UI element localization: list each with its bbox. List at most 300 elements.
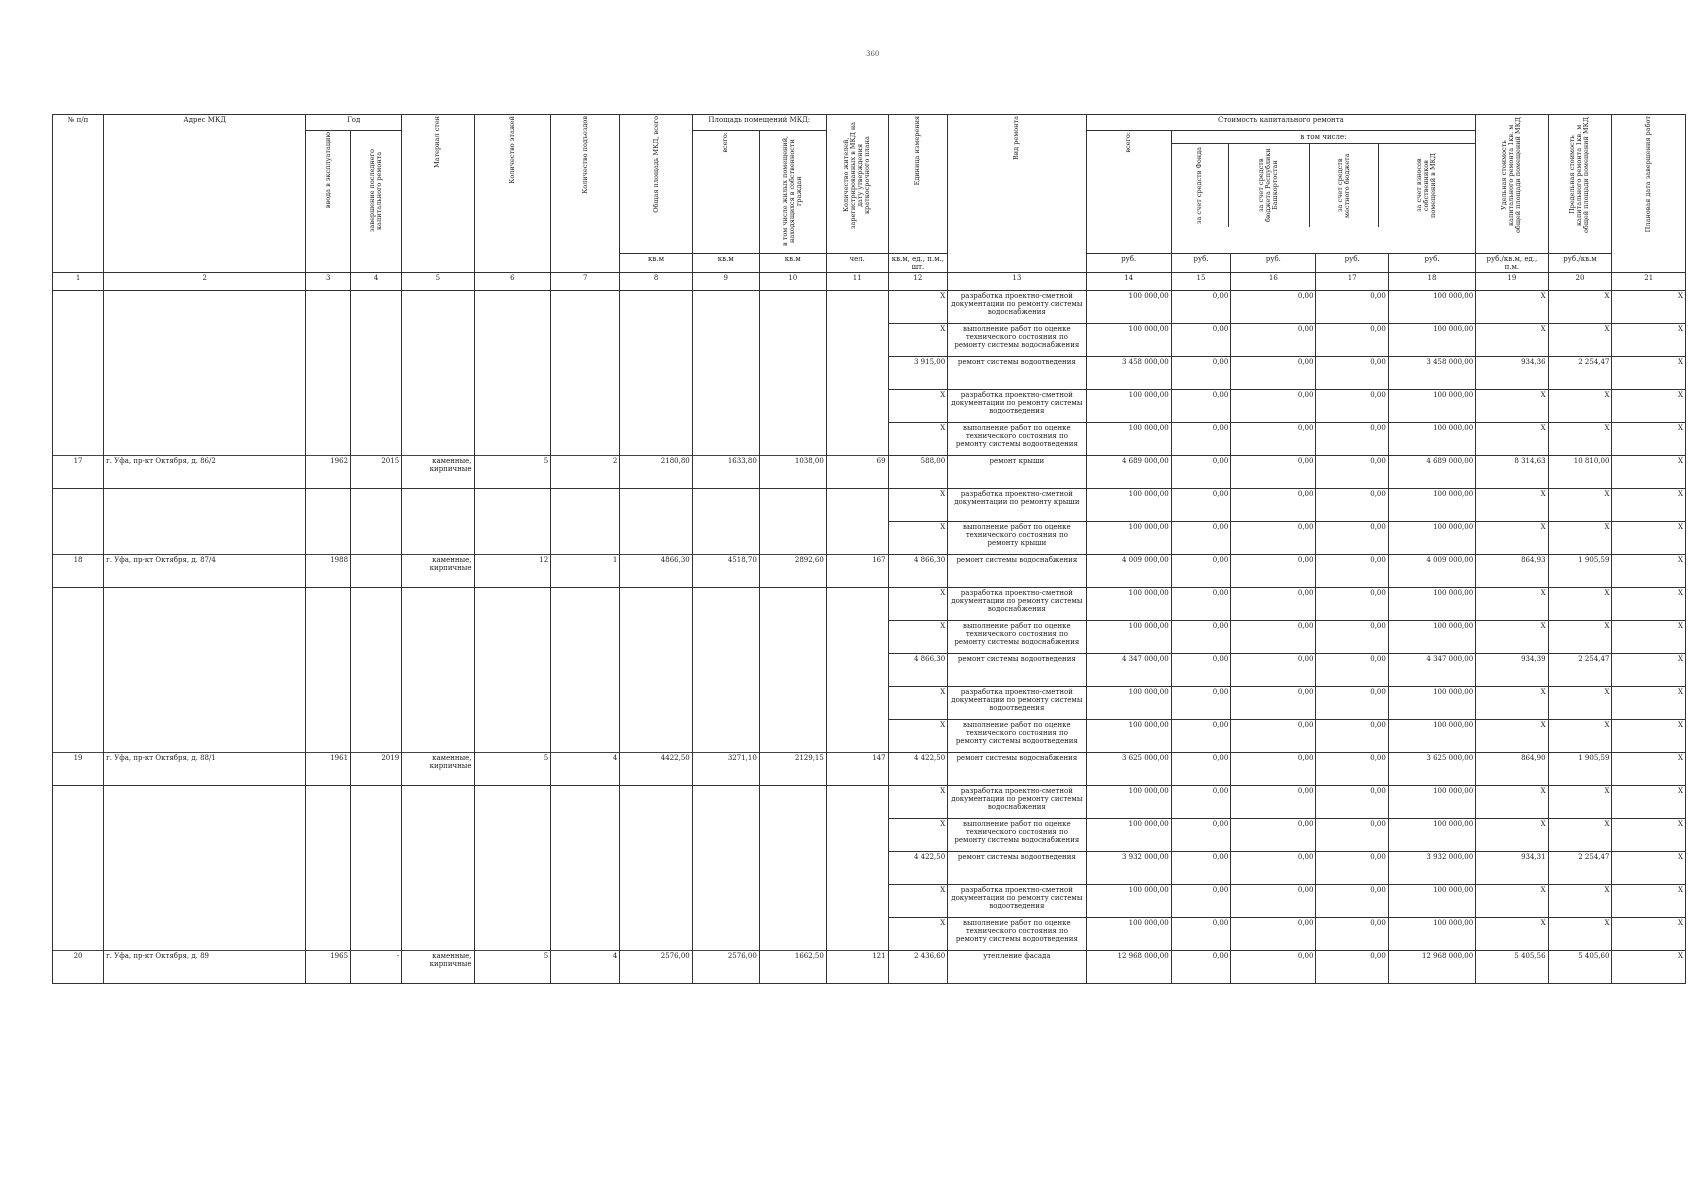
work-type: разработка проектно-сметной документации по ремонту системы водоотведения <box>948 687 1086 720</box>
column-number: 19 <box>1476 273 1548 291</box>
cost-local-budget: 0,00 <box>1316 720 1388 753</box>
cost-fund: 0,00 <box>1171 357 1231 390</box>
column-number: 8 <box>620 273 692 291</box>
last-repair-year <box>351 324 402 357</box>
cost-local-budget: 0,00 <box>1316 687 1388 720</box>
quantity: Х <box>888 885 948 918</box>
planned-date: Х <box>1612 918 1686 951</box>
table-row <box>53 621 1686 654</box>
cost-total: 100 000,00 <box>1086 390 1171 423</box>
header-fund: за счет средств Фонда <box>1172 144 1229 227</box>
unit-18: руб. <box>1388 254 1475 273</box>
work-type: ремонт системы водоотведения <box>948 357 1086 390</box>
premises-area: 3271,10 <box>692 753 759 786</box>
residents: 121 <box>826 951 888 984</box>
work-type: выполнение работ по оценке технического состояния по ремонту системы водоотведения <box>948 423 1086 456</box>
total-area <box>620 687 692 720</box>
wall-material: каменные, кирпичные <box>402 555 474 588</box>
specific-cost: 934,36 <box>1476 357 1548 390</box>
repair-plan-table <box>52 114 1686 984</box>
total-area <box>620 324 692 357</box>
wall-material <box>402 621 474 654</box>
cost-rb-budget: 0,00 <box>1231 324 1316 357</box>
entrances <box>551 852 620 885</box>
address-cell: г. Уфа, пр-кт Октября, д. 89 <box>104 951 306 984</box>
column-number-row <box>53 273 1686 291</box>
table-row <box>53 753 1686 786</box>
premises-area <box>692 852 759 885</box>
cost-local-budget: 0,00 <box>1316 324 1388 357</box>
specific-cost: 5 405,56 <box>1476 951 1548 984</box>
owned-area: 2892,60 <box>759 555 826 588</box>
commission-year: 1961 <box>306 753 351 786</box>
floors: 5 <box>474 456 551 489</box>
premises-area <box>692 357 759 390</box>
cost-total: 100 000,00 <box>1086 489 1171 522</box>
cost-local-budget: 0,00 <box>1316 786 1388 819</box>
commission-year <box>306 621 351 654</box>
entrances <box>551 291 620 324</box>
residents <box>826 357 888 390</box>
cost-rb-budget: 0,00 <box>1231 654 1316 687</box>
planned-date: Х <box>1612 687 1686 720</box>
residents <box>826 852 888 885</box>
cost-fund: 0,00 <box>1171 786 1231 819</box>
cost-fund: 0,00 <box>1171 324 1231 357</box>
quantity: 2 436,60 <box>888 951 948 984</box>
quantity: 4 422,50 <box>888 753 948 786</box>
cost-rb-budget: 0,00 <box>1231 588 1316 621</box>
cost-local-budget: 0,00 <box>1316 852 1388 885</box>
cost-local-budget: 0,00 <box>1316 588 1388 621</box>
cost-fund: 0,00 <box>1171 720 1231 753</box>
cost-rb-budget: 0,00 <box>1231 291 1316 324</box>
cost-rb-budget: 0,00 <box>1231 489 1316 522</box>
row-number <box>53 885 104 918</box>
unit-17: руб. <box>1316 254 1388 273</box>
premises-area <box>692 654 759 687</box>
last-repair-year <box>351 588 402 621</box>
cost-owners: 4 009 000,00 <box>1388 555 1475 588</box>
owned-area <box>759 819 826 852</box>
owned-area <box>759 786 826 819</box>
total-area <box>620 291 692 324</box>
column-number: 11 <box>826 273 888 291</box>
cost-rb-budget: 0,00 <box>1231 918 1316 951</box>
column-number: 9 <box>692 273 759 291</box>
cost-local-budget: 0,00 <box>1316 357 1388 390</box>
address-cell <box>104 621 306 654</box>
entrances <box>551 423 620 456</box>
unit-10: кв.м <box>759 254 826 273</box>
cost-rb-budget: 0,00 <box>1231 720 1316 753</box>
cost-rb-budget: 0,00 <box>1231 423 1316 456</box>
premises-area: 2576,00 <box>692 951 759 984</box>
work-type: разработка проектно-сметной документации по ремонту системы водоотведения <box>948 885 1086 918</box>
total-area <box>620 720 692 753</box>
table-row <box>53 588 1686 621</box>
cost-owners: 100 000,00 <box>1388 390 1475 423</box>
specific-cost: 934,39 <box>1476 654 1548 687</box>
specific-cost: Х <box>1476 687 1548 720</box>
max-cost: Х <box>1548 390 1612 423</box>
floors <box>474 918 551 951</box>
cost-total: 100 000,00 <box>1086 621 1171 654</box>
planned-date: Х <box>1612 819 1686 852</box>
cost-total: 3 458 000,00 <box>1086 357 1171 390</box>
cost-total: 100 000,00 <box>1086 291 1171 324</box>
cost-total: 100 000,00 <box>1086 918 1171 951</box>
owned-area <box>759 357 826 390</box>
last-repair-year <box>351 786 402 819</box>
table-row <box>53 885 1686 918</box>
commission-year <box>306 852 351 885</box>
column-number: 6 <box>474 273 551 291</box>
specific-cost: 8 314,63 <box>1476 456 1548 489</box>
entrances <box>551 621 620 654</box>
wall-material: каменные, кирпичные <box>402 753 474 786</box>
total-area <box>620 621 692 654</box>
table-row <box>53 456 1686 489</box>
cost-total: 4 009 000,00 <box>1086 555 1171 588</box>
total-area: 2180,80 <box>620 456 692 489</box>
quantity: Х <box>888 621 948 654</box>
wall-material <box>402 588 474 621</box>
quantity: Х <box>888 489 948 522</box>
cost-total: 4 347 000,00 <box>1086 654 1171 687</box>
cost-fund: 0,00 <box>1171 687 1231 720</box>
table-row <box>53 555 1686 588</box>
address-cell <box>104 291 306 324</box>
cost-total: 3 625 000,00 <box>1086 753 1171 786</box>
specific-cost: Х <box>1476 522 1548 555</box>
owned-area <box>759 918 826 951</box>
cost-total: 100 000,00 <box>1086 786 1171 819</box>
address-cell <box>104 390 306 423</box>
table-row <box>53 654 1686 687</box>
address-cell <box>104 489 306 522</box>
work-type: разработка проектно-сметной документации по ремонту системы водоснабжения <box>948 588 1086 621</box>
residents: 69 <box>826 456 888 489</box>
floors <box>474 786 551 819</box>
total-area <box>620 918 692 951</box>
cost-local-budget: 0,00 <box>1316 753 1388 786</box>
max-cost: Х <box>1548 819 1612 852</box>
row-number <box>53 819 104 852</box>
last-repair-year <box>351 423 402 456</box>
total-area <box>620 819 692 852</box>
address-cell <box>104 357 306 390</box>
specific-cost: Х <box>1476 621 1548 654</box>
floors <box>474 588 551 621</box>
owned-area <box>759 291 826 324</box>
unit-11: чел. <box>826 254 888 273</box>
total-area <box>620 357 692 390</box>
work-type: ремонт системы водоотведения <box>948 654 1086 687</box>
cost-rb-budget: 0,00 <box>1231 885 1316 918</box>
address-cell <box>104 324 306 357</box>
address-cell <box>104 918 306 951</box>
max-cost: Х <box>1548 720 1612 753</box>
cost-owners: 100 000,00 <box>1388 687 1475 720</box>
header-unit: Единица измерения <box>888 115 948 254</box>
commission-year: 1988 <box>306 555 351 588</box>
planned-date: Х <box>1612 720 1686 753</box>
unit-19: руб./кв.м, ед., п.м. <box>1476 254 1548 273</box>
planned-date: Х <box>1612 291 1686 324</box>
floors <box>474 885 551 918</box>
quantity: Х <box>888 423 948 456</box>
work-type: ремонт системы водоснабжения <box>948 555 1086 588</box>
cost-fund: 0,00 <box>1171 951 1231 984</box>
quantity: Х <box>888 819 948 852</box>
entrances <box>551 885 620 918</box>
owned-area <box>759 720 826 753</box>
last-repair-year <box>351 621 402 654</box>
cost-fund: 0,00 <box>1171 819 1231 852</box>
planned-date: Х <box>1612 852 1686 885</box>
last-repair-year <box>351 720 402 753</box>
table-row <box>53 687 1686 720</box>
max-cost: 2 254,47 <box>1548 357 1612 390</box>
cost-fund: 0,00 <box>1171 390 1231 423</box>
last-repair-year <box>351 819 402 852</box>
cost-owners: 100 000,00 <box>1388 918 1475 951</box>
planned-date: Х <box>1612 588 1686 621</box>
row-number <box>53 324 104 357</box>
header-specific-cost: Удельная стоимость капитального ремонта 1кв. м общей площади помещений МКД <box>1476 115 1548 254</box>
entrances <box>551 918 620 951</box>
residents <box>826 786 888 819</box>
owned-area <box>759 324 826 357</box>
planned-date: Х <box>1612 951 1686 984</box>
row-number <box>53 588 104 621</box>
total-area <box>620 786 692 819</box>
last-repair-year: 2019 <box>351 753 402 786</box>
commission-year <box>306 687 351 720</box>
total-area <box>620 588 692 621</box>
column-number: 12 <box>888 273 948 291</box>
cost-rb-budget: 0,00 <box>1231 852 1316 885</box>
floors <box>474 423 551 456</box>
cost-owners: 100 000,00 <box>1388 489 1475 522</box>
total-area: 2576,00 <box>620 951 692 984</box>
owned-area <box>759 654 826 687</box>
entrances: 4 <box>551 753 620 786</box>
header-wall-material: Материал стен <box>402 115 474 273</box>
table-row <box>53 720 1686 753</box>
header-work-type: Вид ремонта <box>948 115 1086 273</box>
work-type: выполнение работ по оценке технического состояния по ремонту системы водоотведения <box>948 720 1086 753</box>
residents <box>826 390 888 423</box>
owned-area <box>759 522 826 555</box>
commission-year <box>306 522 351 555</box>
cost-fund: 0,00 <box>1171 291 1231 324</box>
residents: 167 <box>826 555 888 588</box>
cost-total: 100 000,00 <box>1086 522 1171 555</box>
residents <box>826 720 888 753</box>
work-type: выполнение работ по оценке технического состояния по ремонту крыши <box>948 522 1086 555</box>
premises-area <box>692 621 759 654</box>
header-including: в том числе: <box>1172 131 1475 144</box>
commission-year: 1965 <box>306 951 351 984</box>
column-number: 21 <box>1612 273 1686 291</box>
work-type: ремонт системы водоотведения <box>948 852 1086 885</box>
max-cost: Х <box>1548 885 1612 918</box>
row-number <box>53 357 104 390</box>
header-year: Год <box>306 115 402 131</box>
column-number: 17 <box>1316 273 1388 291</box>
quantity: Х <box>888 918 948 951</box>
wall-material <box>402 522 474 555</box>
table-row <box>53 852 1686 885</box>
cost-fund: 0,00 <box>1171 918 1231 951</box>
last-repair-year <box>351 852 402 885</box>
floors <box>474 390 551 423</box>
header-address: Адрес МКД <box>104 115 306 273</box>
quantity: Х <box>888 390 948 423</box>
address-cell <box>104 885 306 918</box>
row-number <box>53 489 104 522</box>
residents <box>826 819 888 852</box>
specific-cost: Х <box>1476 423 1548 456</box>
owned-area <box>759 423 826 456</box>
premises-area <box>692 720 759 753</box>
address-cell <box>104 654 306 687</box>
header-planned-date: Плановая дата завершения работ <box>1612 115 1686 273</box>
specific-cost: Х <box>1476 324 1548 357</box>
total-area <box>620 885 692 918</box>
column-number: 3 <box>306 273 351 291</box>
wall-material <box>402 885 474 918</box>
commission-year <box>306 588 351 621</box>
cost-total: 4 689 000,00 <box>1086 456 1171 489</box>
premises-area <box>692 291 759 324</box>
cost-fund: 0,00 <box>1171 753 1231 786</box>
cost-fund: 0,00 <box>1171 885 1231 918</box>
row-number: 20 <box>53 951 104 984</box>
commission-year <box>306 786 351 819</box>
total-area <box>620 489 692 522</box>
floors: 12 <box>474 555 551 588</box>
floors <box>474 621 551 654</box>
column-number: 10 <box>759 273 826 291</box>
work-type: выполнение работ по оценке технического состояния по ремонту системы водоотведения <box>948 918 1086 951</box>
last-repair-year <box>351 357 402 390</box>
cost-local-budget: 0,00 <box>1316 390 1388 423</box>
work-type: выполнение работ по оценке технического состояния по ремонту системы водоснабжения <box>948 819 1086 852</box>
floors <box>474 852 551 885</box>
premises-area: 4518,70 <box>692 555 759 588</box>
header-local-budget: за счет средств местного бюджета <box>1310 144 1379 227</box>
cost-local-budget: 0,00 <box>1316 522 1388 555</box>
column-number: 16 <box>1231 273 1316 291</box>
cost-total: 12 968 000,00 <box>1086 951 1171 984</box>
last-repair-year <box>351 489 402 522</box>
cost-rb-budget: 0,00 <box>1231 753 1316 786</box>
entrances <box>551 588 620 621</box>
row-number: 17 <box>53 456 104 489</box>
cost-local-budget: 0,00 <box>1316 555 1388 588</box>
unit-8: кв.м <box>620 254 692 273</box>
cost-owners: 100 000,00 <box>1388 423 1475 456</box>
cost-local-budget: 0,00 <box>1316 489 1388 522</box>
cost-owners: 100 000,00 <box>1388 819 1475 852</box>
cost-owners: 100 000,00 <box>1388 522 1475 555</box>
planned-date: Х <box>1612 456 1686 489</box>
quantity: 3 915,00 <box>888 357 948 390</box>
planned-date: Х <box>1612 423 1686 456</box>
entrances <box>551 390 620 423</box>
residents <box>826 918 888 951</box>
table-row <box>53 522 1686 555</box>
owned-area <box>759 588 826 621</box>
commission-year <box>306 720 351 753</box>
owned-area: 1662,50 <box>759 951 826 984</box>
cost-local-budget: 0,00 <box>1316 885 1388 918</box>
entrances: 2 <box>551 456 620 489</box>
last-repair-year <box>351 918 402 951</box>
unit-14: руб. <box>1086 254 1171 273</box>
specific-cost: Х <box>1476 588 1548 621</box>
unit-12: кв.м, ед., п.м., шт. <box>888 254 948 273</box>
cost-total: 100 000,00 <box>1086 720 1171 753</box>
cost-local-budget: 0,00 <box>1316 951 1388 984</box>
premises-area <box>692 786 759 819</box>
cost-fund: 0,00 <box>1171 456 1231 489</box>
commission-year <box>306 654 351 687</box>
residents <box>826 489 888 522</box>
planned-date: Х <box>1612 654 1686 687</box>
wall-material <box>402 390 474 423</box>
row-number <box>53 291 104 324</box>
header-premises-owned: в том числе жилых помещений, находящихся в собственности граждан <box>759 131 826 254</box>
owned-area <box>759 621 826 654</box>
commission-year <box>306 324 351 357</box>
cost-fund: 0,00 <box>1171 489 1231 522</box>
quantity: Х <box>888 588 948 621</box>
total-area <box>620 654 692 687</box>
max-cost: Х <box>1548 687 1612 720</box>
specific-cost: Х <box>1476 390 1548 423</box>
row-number <box>53 720 104 753</box>
planned-date: Х <box>1612 885 1686 918</box>
commission-year: 1962 <box>306 456 351 489</box>
column-number: 15 <box>1171 273 1231 291</box>
floors <box>474 522 551 555</box>
row-number <box>53 852 104 885</box>
planned-date: Х <box>1612 522 1686 555</box>
planned-date: Х <box>1612 390 1686 423</box>
header-cost-total: всего: <box>1086 131 1171 254</box>
address-cell <box>104 852 306 885</box>
wall-material <box>402 324 474 357</box>
planned-date: Х <box>1612 324 1686 357</box>
max-cost: Х <box>1548 918 1612 951</box>
row-number <box>53 687 104 720</box>
cost-total: 3 932 000,00 <box>1086 852 1171 885</box>
cost-total: 100 000,00 <box>1086 324 1171 357</box>
table-row <box>53 819 1686 852</box>
column-number: 20 <box>1548 273 1612 291</box>
floors <box>474 687 551 720</box>
floors <box>474 654 551 687</box>
cost-owners: 3 625 000,00 <box>1388 753 1475 786</box>
header-including-group <box>1171 131 1475 254</box>
planned-date: Х <box>1612 753 1686 786</box>
column-number: 14 <box>1086 273 1171 291</box>
entrances <box>551 819 620 852</box>
